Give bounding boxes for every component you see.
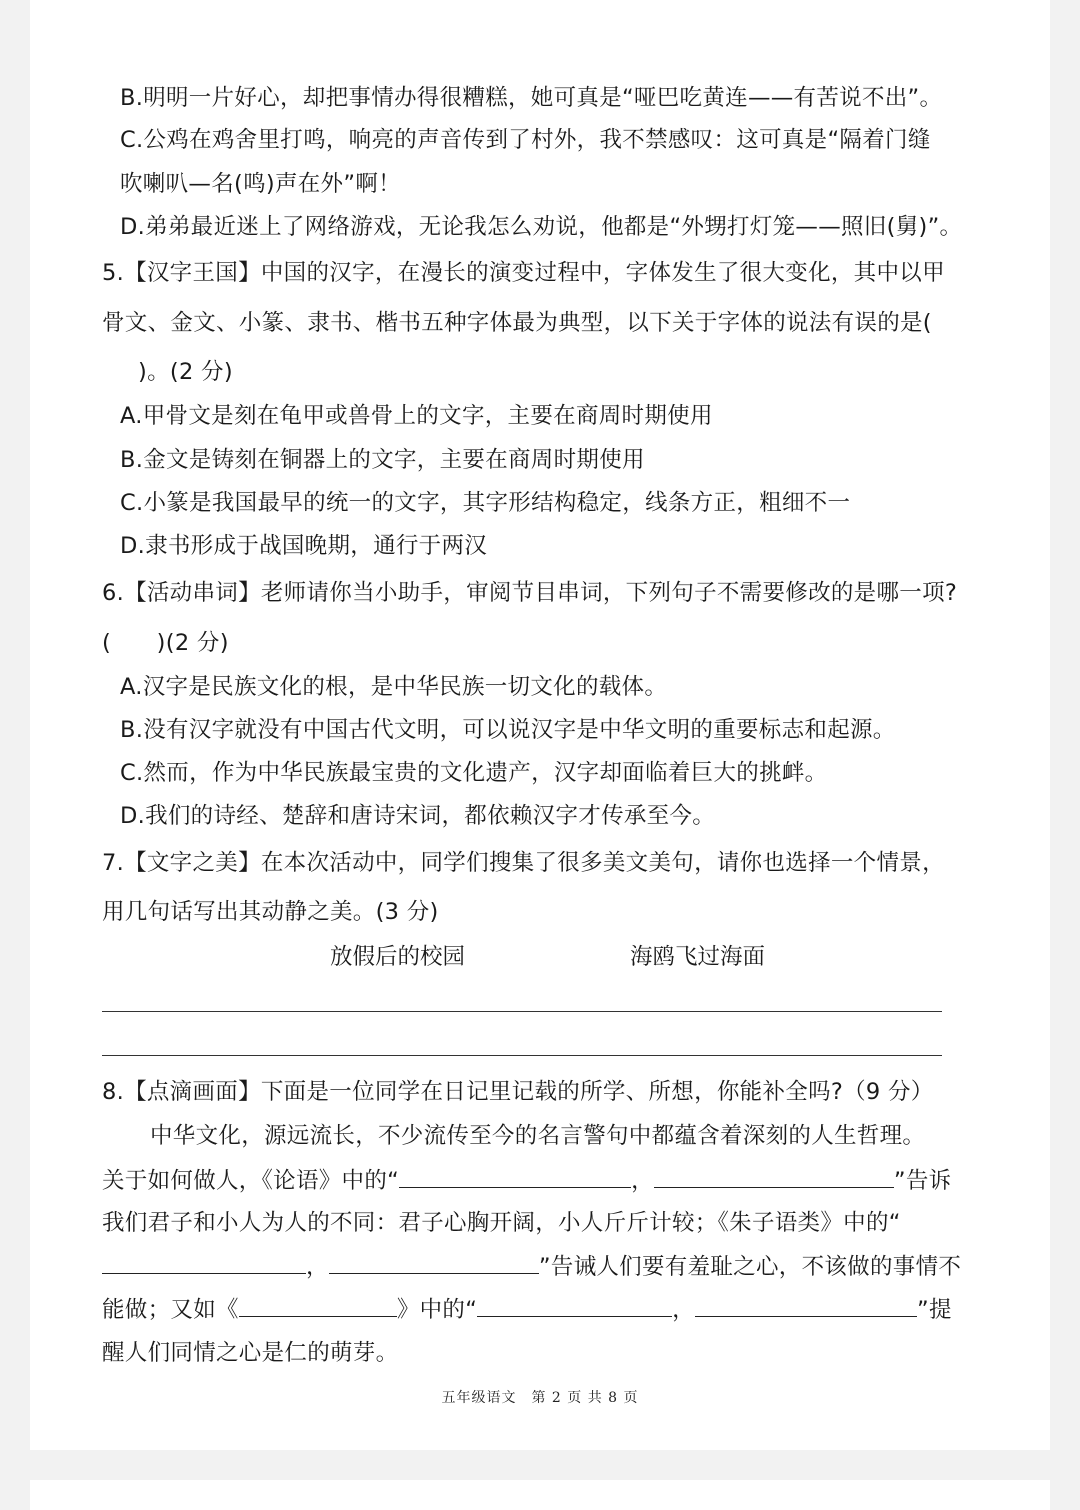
q7-scene-seagull: 海鸥飞过海面 (630, 944, 766, 970)
q5-option-c: C.小篆是我国最早的统一的文字，其字形结构稳定，线条方正，粗细不一 (120, 490, 851, 516)
q8-blank-book[interactable] (239, 1294, 397, 1317)
q8-blank-1[interactable] (399, 1165, 631, 1188)
q8-text-ti: ”提 (916, 1297, 952, 1323)
q4-option-b: B.明明一片好心，却把事情办得很糟糕，她可真是“哑巴吃黄连——有苦说不出”。 (120, 85, 943, 111)
page-footer: 五年级语文 第 2 页 共 8 页 (441, 1390, 639, 1406)
next-page-edge (30, 1480, 1050, 1510)
q8-blank-3[interactable] (102, 1251, 306, 1274)
q6-option-b: B.没有汉字就没有中国古代文明，可以说汉字是中华文明的重要标志和起源。 (120, 717, 896, 743)
q4-option-d: D.弟弟最近迷上了网络游戏，无论我怎么劝说，他都是“外甥打灯笼——照旧(舅)”。 (120, 214, 963, 240)
q5-stem-line3: )。(2 分) (138, 359, 233, 385)
q6-option-a: A.汉字是民族文化的根，是中华民族一切文化的载体。 (120, 674, 668, 700)
q8-comma-2: ， (306, 1254, 329, 1280)
q7-stem-line2: 用几句话写出其动静之美。(3 分) (102, 899, 439, 925)
q8-paragraph-line2 (102, 1165, 951, 1196)
q8-blank-4[interactable] (329, 1251, 539, 1274)
q5-stem-line1: 5.【汉字王国】中国的汉字，在漫长的演变过程中，字体发生了很大变化，其中以甲 (102, 260, 945, 286)
q8-comma-3: ， (672, 1297, 695, 1323)
q8-stem: 8.【点滴画面】下面是一位同学在日记里记载的所学、所想，你能补全吗?（9 分） (102, 1079, 934, 1105)
q8-text-gaojie: ”告诫人们要有羞耻之心，不该做的事情不 (538, 1254, 962, 1280)
q8-comma-1: ， (631, 1168, 654, 1194)
q5-option-d: D.隶书形成于战国晚期，通行于两汉 (120, 533, 488, 559)
q8-text-youru: 能做；又如《 (102, 1297, 239, 1323)
q6-stem-line2: ( )(2 分) (102, 630, 229, 656)
q7-stem-line1: 7.【文字之美】在本次活动中，同学们搜集了很多美文美句，请你也选择一个情景， (102, 850, 945, 876)
q5-option-b: B.金文是铸刻在铜器上的文字，主要在商周时期使用 (120, 447, 645, 473)
q8-text-gaosu: ”告诉 (893, 1168, 952, 1194)
q5-option-a: A.甲骨文是刻在龟甲或兽骨上的文字，主要在商周时期使用 (120, 403, 713, 429)
q8-text-lunyu: 关于如何做人，《论语》中的“ (102, 1168, 400, 1194)
q7-answer-line-1[interactable] (102, 1011, 942, 1012)
q8-text-zhongde: 》中的“ (396, 1297, 478, 1323)
q8-paragraph-line6: 醒人们同情之心是仁的萌芽。 (102, 1340, 399, 1366)
q8-paragraph-line1: 中华文化，源远流长，不少流传至今的名言警句中都蕴含着深刻的人生哲理。 (150, 1123, 926, 1149)
q8-blank-5[interactable] (477, 1294, 672, 1317)
q8-paragraph-line5 (102, 1294, 952, 1325)
q5-stem-line2: 骨文、金文、小篆、隶书、楷书五种字体最为典型，以下关于字体的说法有误的是( (102, 310, 932, 336)
q8-blank-6[interactable] (695, 1294, 917, 1317)
q6-option-c: C.然而，作为中华民族最宝贵的文化遗产，汉字却面临着巨大的挑衅。 (120, 760, 828, 786)
q7-scene-school: 放假后的校园 (330, 944, 466, 970)
q8-blank-2[interactable] (654, 1165, 894, 1188)
q8-paragraph-line4 (102, 1251, 961, 1282)
q7-answer-line-2[interactable] (102, 1055, 942, 1056)
q4-option-c-line2: 吹喇叭—名(鸣)声在外”啊！ (120, 171, 401, 197)
q4-option-c-line1: C.公鸡在鸡舍里打鸣，响亮的声音传到了村外，我不禁感叹：这可真是“隔着门缝 (120, 127, 931, 153)
q6-option-d: D.我们的诗经、楚辞和唐诗宋词，都依赖汉字才传承至今。 (120, 803, 716, 829)
q8-paragraph-line3: 我们君子和小人为人的不同：君子心胸开阔，小人斤斤计较；《朱子语类》中的“ (102, 1210, 901, 1236)
q6-stem-line1: 6.【活动串词】老师请你当小助手，审阅节目串词，下列句子不需要修改的是哪一项? (102, 580, 958, 606)
